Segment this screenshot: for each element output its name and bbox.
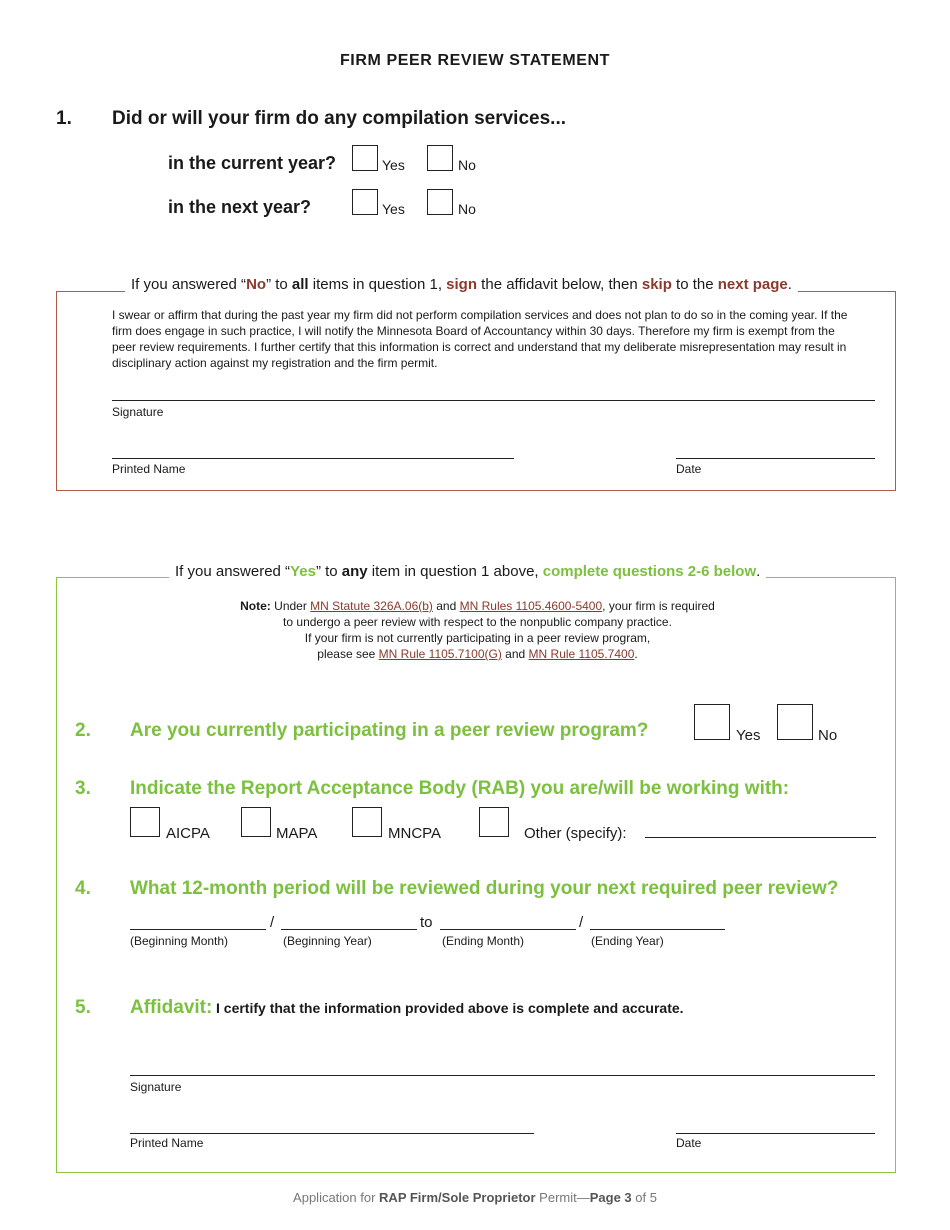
ending-year-line[interactable] (590, 929, 725, 930)
q2-yes-checkbox[interactable] (694, 704, 730, 740)
q1-next-no-label: No (458, 201, 476, 217)
yes-date-label: Date (676, 1136, 702, 1150)
rab-other-label: Other (specify): (524, 825, 627, 842)
rab-aicpa-checkbox[interactable] (130, 807, 160, 837)
q1-next-no-checkbox[interactable] (427, 189, 453, 215)
beginning-year-line[interactable] (281, 929, 417, 930)
no-signature-line[interactable] (112, 400, 875, 401)
q4-text: What 12-month period will be reviewed during your next required peer review? (130, 878, 839, 899)
no-printed-name-label: Printed Name (112, 462, 186, 476)
q1-text: Did or will your firm do any compilation services... (112, 108, 566, 129)
peer-review-note: Note: Under MN Statute 326A.06(b) and MN Rules 1105.4600-5400, your firm is required to undergo a peer review with respect to the nonpublic company practice. If your firm is not currently participating in a peer review program, please see MN Rule 1105.7100(G) and MN Rule 1105.7400. (240, 599, 715, 661)
q5-affidavit-text: I certify that the information provided above is complete and accurate. (216, 1000, 684, 1016)
mn-rules-link[interactable]: MN Rules 1105.4600-5400 (459, 599, 603, 613)
page-title: FIRM PEER REVIEW STATEMENT (339, 52, 611, 69)
to-label: to (420, 914, 433, 931)
yes-section-box (56, 577, 896, 1173)
q1-current-yes-checkbox[interactable] (352, 145, 378, 171)
ending-month-line[interactable] (440, 929, 576, 930)
q5-affidavit-label: Affidavit: (130, 997, 213, 1018)
slash-2: / (579, 914, 584, 931)
beginning-month-line[interactable] (130, 929, 266, 930)
q1-next-yes-checkbox[interactable] (352, 189, 378, 215)
beginning-year-label: (Beginning Year) (283, 934, 372, 948)
q1-current-no-checkbox[interactable] (427, 145, 453, 171)
mn-statute-link[interactable]: MN Statute 326A.06(b) (310, 599, 433, 613)
ending-month-label: (Ending Month) (442, 934, 525, 948)
q2-no-label: No (818, 727, 838, 744)
q1-current-year-label: in the current year? (168, 153, 337, 173)
no-section-instructions: If you answered “No” to all items in question 1, sign the affidavit below, then skip to the next page. (125, 276, 798, 293)
rab-other-checkbox[interactable] (479, 807, 509, 837)
yes-printed-name-line[interactable] (130, 1133, 534, 1134)
q5-number: 5. (75, 997, 91, 1018)
no-date-label: Date (676, 462, 702, 476)
q2-no-checkbox[interactable] (777, 704, 813, 740)
rab-mncpa-checkbox[interactable] (352, 807, 382, 837)
q2-yes-label: Yes (736, 727, 761, 744)
rab-mncpa-label: MNCPA (388, 825, 442, 842)
q1-next-yes-label: Yes (382, 201, 405, 217)
q1-current-yes-label: Yes (382, 157, 405, 173)
no-printed-name-line[interactable] (112, 458, 514, 459)
q1-next-year-label: in the next year? (168, 197, 312, 217)
q3-number: 3. (75, 778, 91, 799)
mn-rule-7100-link[interactable]: MN Rule 1105.7100(G) (378, 647, 502, 661)
slash-1: / (270, 914, 275, 931)
q1-current-no-label: No (458, 157, 476, 173)
mn-rule-7400-link[interactable]: MN Rule 1105.7400 (528, 647, 635, 661)
beginning-month-label: (Beginning Month) (130, 934, 229, 948)
q3-text: Indicate the Report Acceptance Body (RAB) you are/will be working with: (130, 778, 790, 799)
ending-year-label: (Ending Year) (591, 934, 664, 948)
yes-signature-line[interactable] (130, 1075, 875, 1076)
q4-number: 4. (75, 878, 91, 899)
rab-mapa-label: MAPA (276, 825, 318, 842)
yes-date-line[interactable] (676, 1133, 875, 1134)
no-affidavit-text: I swear or affirm that during the past year my firm did not perform compilation services and does not plan to do so in the coming year. If the firm does engage in such practice, I will notify the Minnesota Board of Accountancy within 30 days. Therefore my firm is exempt from the peer review requirements. I further certify that this information is correct and understand that my deliberate misrepresentation may result in disciplinary action against my registration and the firm permit. (112, 308, 848, 370)
no-date-line[interactable] (676, 458, 875, 459)
q2-text: Are you currently participating in a peer review program? (130, 720, 649, 741)
no-signature-label: Signature (112, 405, 164, 419)
yes-signature-label: Signature (130, 1080, 182, 1094)
yes-section-instructions: If you answered “Yes” to any item in question 1 above, complete questions 2-6 below. (169, 563, 766, 580)
page-footer: Application for RAP Firm/Sole Proprietor Permit—Page 3 of 5 (293, 1190, 657, 1205)
q1-number: 1. (56, 108, 72, 129)
rab-aicpa-label: AICPA (166, 825, 210, 842)
rab-mapa-checkbox[interactable] (241, 807, 271, 837)
q2-number: 2. (75, 720, 91, 741)
rab-other-specify-line[interactable] (645, 837, 876, 838)
yes-printed-name-label: Printed Name (130, 1136, 204, 1150)
